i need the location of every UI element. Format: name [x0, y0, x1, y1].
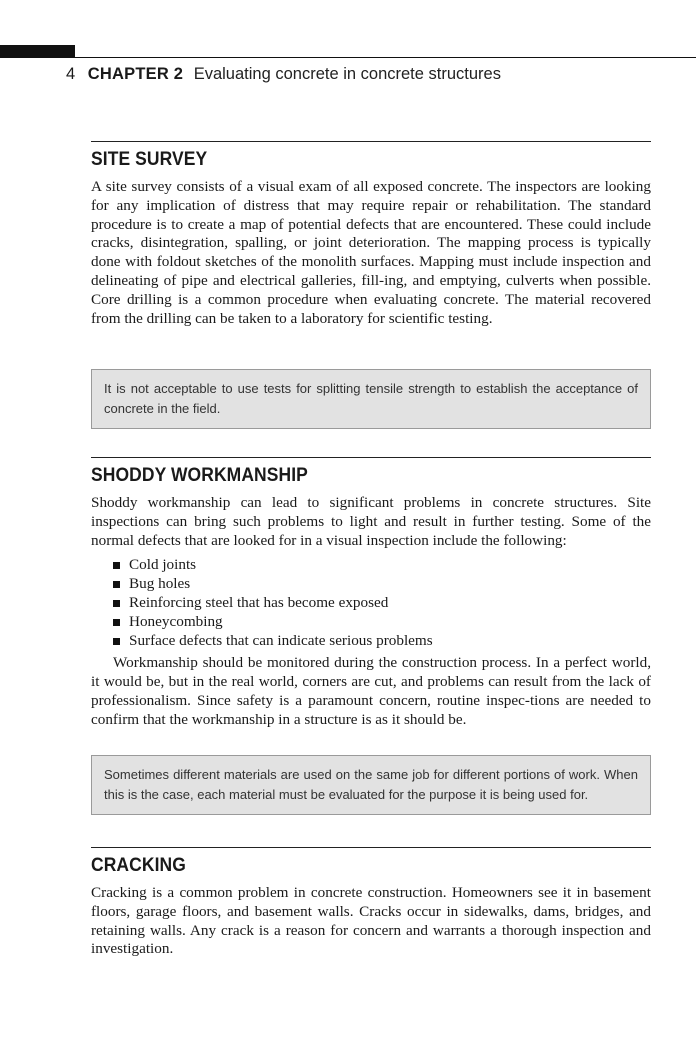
body-paragraph: A site survey consists of a visual exam of all exposed concrete. The inspectors are looking for any implication of distress that may require repair or rehabilitation. The standard procedure is to create a map of potential defects that are encountered. These could include cracks, disintegration, spalling, or joint deterioration. The mapping process is typically done with foldout sketches of the monolith surfaces. Mapping must include inspection and delineating of pipe and electrical galleries, fill-ing, and emptying, culverts when possible. Core drilling is a common procedure when evaluating concrete. The material recovered from the drilling can be taken to a laboratory for scientific testing.	[91, 178, 651, 327]
defect-list	[91, 556, 651, 650]
section-rule	[91, 457, 651, 458]
bullet-icon	[113, 638, 120, 645]
chapter-label: CHAPTER 2	[87, 65, 184, 83]
section-rule	[91, 141, 651, 142]
bullet-icon	[113, 562, 120, 569]
body-paragraph: Workmanship should be monitored during the construction process. In a perfect world, it would be, but in the real world, corners are cut, and problems can result from the lack of professionalism. Since safety is a paramount concern, routine inspec-tions are needed to confirm that the workmanship in a structure is as it should be.	[91, 654, 651, 728]
section-rule	[91, 847, 651, 848]
note-box	[91, 755, 651, 815]
running-head	[66, 64, 501, 84]
list-item: Cold joints	[113, 556, 651, 575]
list-item: Honeycombing	[113, 613, 651, 632]
body-paragraph: Shoddy workmanship can lead to significant problems in concrete structures. Site inspections can bring such problems to light and result in further testing. Some of the normal defects that are looked for in a visual inspection include the following:	[91, 494, 651, 549]
note-box	[91, 369, 651, 429]
section-heading: SHODDY WORKMANSHIP	[91, 465, 308, 486]
body-paragraph: Cracking is a common problem in concrete construction. Homeowners see it in basement floors, garage floors, and basement walls. Cracks occur in sidewalks, dams, bridges, and retaining walls. Any crack is a reason for concern and warrants a thorough inspection and investigation.	[91, 884, 651, 958]
header-rule	[0, 57, 696, 58]
list-item: Reinforcing steel that has become exposed	[113, 594, 651, 613]
bullet-icon	[113, 600, 120, 607]
section-heading: CRACKING	[91, 855, 186, 876]
note-text: Sometimes different materials are used on the same job for different portions of work. When this is the case, each material must be evaluated for the purpose it is being used for.	[104, 767, 638, 802]
bullet-icon	[113, 581, 120, 588]
note-text: It is not acceptable to use tests for splitting tensile strength to establish the acceptance of concrete in the field.	[104, 381, 638, 416]
section-heading: SITE SURVEY	[91, 149, 208, 170]
page-number: 4	[66, 65, 76, 83]
list-item: Bug holes	[113, 575, 651, 594]
section-shoddy-workmanship	[91, 457, 651, 730]
section-cracking	[91, 847, 651, 959]
section-site-survey	[91, 141, 651, 328]
bullet-icon	[113, 619, 120, 626]
chapter-title: Evaluating concrete in concrete structures	[193, 65, 501, 83]
list-item: Surface defects that can indicate serious problems	[113, 632, 651, 651]
